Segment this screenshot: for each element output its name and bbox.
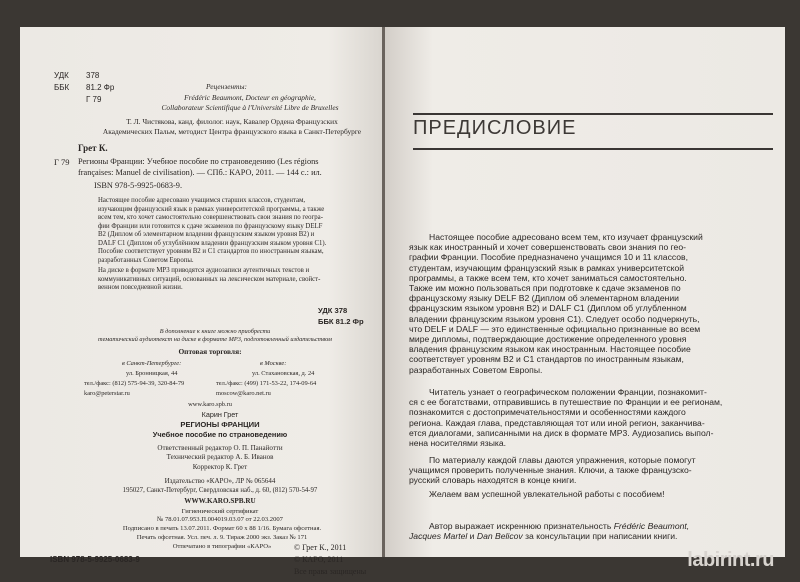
msk-address: ул. Стахановская, д. 24 [252, 370, 315, 377]
spb-email: karo@peterstar.ru [84, 390, 130, 397]
acknowledgement [409, 521, 777, 541]
author-short: Грет К. [78, 143, 108, 153]
addition-note: В дополнение к книге можно приобрести тематический аудиотекст на диске в формате MP3, подготовленный издательством [98, 328, 332, 343]
reviewers-label: Рецензенты: [206, 82, 247, 91]
udk-bottom: УДК 378 [318, 306, 348, 315]
msk-email: moscow@karo.net.ru [216, 390, 271, 397]
abstract: Настоящее пособие адресовано учащимся старших классов, студентам, изучающим французский язык в рамках университетской программы, а также всем тем, кто хочет самостоятельно совершенствовать свои знания по геогра- фии Франции или готовится к сдаче экзаменов по французскому языку DELF B2 (Диплом об элементарном владении французским языком уровня B2) и DALF C1 (Диплом об углублённом владении французским языком уровня C1). Пособие соответствует уровням B2 и C1 стандартов по иностранным языкам, разработанных Советом Европы. [98, 197, 327, 264]
wholesale-title: Оптовая торговля: [178, 347, 242, 356]
copyright-author: © Грет К., 2011 [294, 543, 347, 552]
thanks-prefix: Автор выражает искреннюю признательность [429, 521, 614, 531]
hygiene-cert: Гигиенический сертификат № 78.01.07.953.П.004019.03.07 от 22.03.2007 [157, 508, 283, 524]
udk-value: 378 [86, 71, 100, 80]
preface-paragraph-1: Настоящее пособие адресовано всем тем, кто изучает французский язык как иностранный и хочет совершенствовать свои знания по гео- графии Франции. Пособие предназначено учащимся 10 и 11 классов, студентам, изучающим французский язык в рамках университетской программы, а также всем тем, кто хочет заниматься самостоятельно. Также им можно пользоваться при подготовке к сдаче экзаменов по французскому языку DELF B2 (Диплом об элементарном владении французским языком уровня B2) и DALF C1 (Диплом об углубленном владении французским языком уровня C1). Следует особо подчеркнуть, что DELF и DALF — это единственные официально признанные во всем мире дипломы, подтверждающие достижение определенного уровня владения французским языком как иностранным. Настоящее пособие соответствует уровням B2 и C1 стандартов по иностранным языкам, разработанных Советом Европы. [409, 232, 703, 375]
reviewer-2: Т. Л. Чистякова, канд. филолог. наук, Кавалер Ордена Французских Академических Пальм, методист Центра французского языка в Санкт-Петербурге [102, 117, 362, 136]
preface-paragraph-2: Читатель узнает о географическом положении Франции, познакомит- ся с ее богатствами, отправившись в путешествие по Франции и ее регионам, познакомится с достопримечательностями и особенностями каждого региона. Каждая глава, представляющая тот или иной регион, заканчива- ется диалогами, записанными на диск в формате MP3. Аудиозапись выпол- нена носителями языка. [409, 387, 723, 449]
bbk-value: 81.2 Фр [86, 83, 115, 92]
spb-address: ул. Бронницкая, 44 [126, 370, 178, 377]
rights-reserved: Все права защищены [294, 567, 367, 576]
preface-paragraph-3: По материалу каждой главы даются упражнения, которые помогут учащимся проверить полученные знания. Ключи, а также французско- русский словарь находятся в конце книги. [409, 455, 696, 486]
spb-city: в Санкт-Петербурге: [122, 360, 182, 367]
right-page [385, 27, 785, 557]
left-page [20, 27, 383, 576]
isbn-line: ISBN 978-5-9925-0683-9. [94, 181, 183, 190]
reviewer-1: Frédéric Beaumont, Docteur en géographie, Collaborateur Scientifique à l'Université Libre de Bruxelles [161, 93, 339, 112]
title-rule [413, 148, 773, 150]
udk-label: УДК [54, 71, 69, 80]
top-rule [413, 113, 773, 115]
thanks-name-2: Jacques Martel [409, 531, 468, 542]
editorial-staff: Ответственный редактор О. П. Панайотти Технический редактор А. Б. Иванов Корректор К. Грет [157, 444, 283, 471]
msk-phone: тел./факс: (499) 171-53-22, 174-09-64 [216, 380, 317, 387]
bib-description: Регионы Франции: Учебное пособие по страноведению (Les régions françaises: Manuel de civilisation). — СПб.: КАРО, 2011. — 144 с.: ил. [78, 157, 322, 177]
thanks-and: и [467, 531, 477, 542]
watermark-logo: labirint.ru [687, 549, 774, 571]
bbk-label: ББК [54, 83, 70, 92]
acknowledgement-line-2 [409, 531, 777, 541]
thanks-name-3: Dan Belicov [476, 531, 523, 542]
imprint-title: РЕГИОНЫ ФРАНЦИИ [180, 420, 260, 429]
preface-wish-text: Желаем вам успешной увлекательной работы с пособием! [429, 489, 665, 499]
bib-code: Г 79 [54, 157, 70, 167]
print-info: Подписано в печать 13.07.2011. Формат 60 х 88 1/16. Бумага офсетная. Печать офсетная. Усл. печ. л. 9. Тираж 2000 экз. Заказ № 171 Отпечатано в типографии «КАРО» [122, 525, 322, 550]
index-code: Г 79 [86, 95, 102, 104]
publisher-site: WWW.KARO.SPB.RU [184, 497, 256, 505]
copyright-publisher: © КАРО, 2011 [294, 555, 344, 564]
msk-city: в Москве: [260, 360, 287, 367]
acknowledgement-line-1 [409, 521, 777, 531]
preface-wish [409, 489, 777, 499]
isbn-bottom: ISBN 978-5-9925-0683-9 [50, 555, 140, 564]
audio-note: На диске в формате MP3 приводятся аудиозаписи аутентичных текстов и коммуникативных ситуаций, основанных на лексическом материале, свойст- венном повседневной жизни. [98, 267, 321, 291]
website: www.karo.spb.ru [188, 401, 232, 408]
thanks-suffix: за консультации при написании книги. [522, 531, 678, 542]
publisher-address: 195027, Санкт-Петербург, Свердловская наб., д. 60, (812) 570-54-97 [122, 487, 318, 494]
bbk-bottom: ББК 81.2 Фр [318, 317, 364, 326]
imprint-author: Карин Грет [201, 410, 239, 419]
imprint-subtitle: Учебное пособие по страноведению [152, 430, 288, 439]
thanks-name-1: Frédéric Beaumont, [613, 521, 690, 531]
page-title: ПРЕДИСЛОВИЕ [413, 117, 577, 139]
spb-phone: тел./факс: (812) 575-94-39, 320-84-79 [84, 380, 185, 387]
publisher: Издательство «КАРО», ЛР № 065644 [164, 477, 276, 485]
